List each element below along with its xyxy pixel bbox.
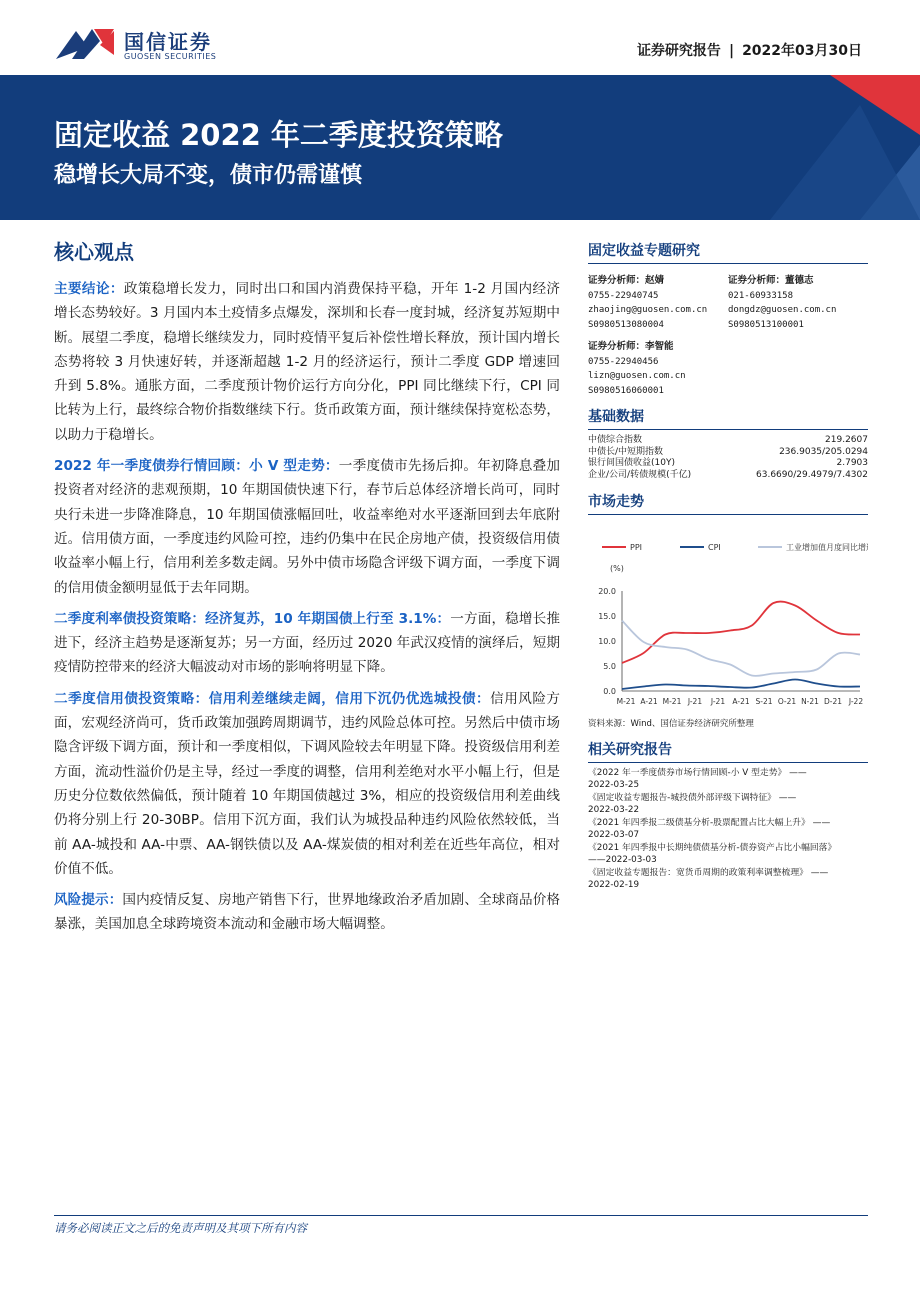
related-report-date: 2022-02-19	[588, 879, 640, 890]
report-type: 证券研究报告	[636, 43, 721, 59]
related-report-item[interactable]	[588, 818, 868, 841]
basic-data-label: 企业/公司/转债规模(千亿)	[588, 469, 692, 480]
market-trend-chart	[588, 521, 868, 715]
paragraph-lead: 风险提示：	[54, 892, 123, 909]
paragraph-lead: 二季度信用债投资策略：信用利差继续走阔，信用下沉仍优选城投债：	[54, 690, 491, 707]
y-tick-label: 15.0	[598, 612, 616, 621]
basic-data-value: 63.6690/29.4979/7.4302	[756, 469, 868, 480]
guosen-logo-icon	[54, 25, 116, 63]
y-tick-label: 20.0	[598, 587, 616, 596]
basic-data-value: 2.7903	[836, 458, 868, 468]
x-tick-label: D-21	[823, 697, 843, 706]
paragraph-rate-strategy	[54, 607, 560, 680]
analyst-license: S0980513100001	[728, 319, 804, 330]
footer-disclaimer[interactable]: 请务必阅读正文之后的免责声明及其项下所有内容	[54, 1221, 307, 1235]
related-report-item[interactable]	[588, 768, 868, 791]
basic-data-label: 中债综合指数	[588, 435, 643, 445]
paragraph-q1-review	[54, 454, 560, 600]
analyst-name: 证券分析师：赵婧	[588, 275, 665, 286]
analyst-card	[588, 340, 728, 398]
y-tick-label: 0.0	[603, 687, 616, 696]
paragraph-lead: 2022 年一季度债券行情回顾：小 V 型走势：	[54, 458, 339, 475]
basic-data-table	[588, 435, 868, 481]
related-report-item[interactable]	[588, 843, 868, 866]
related-report-title[interactable]: 《固定收益专题报告：宽货币周期的政策利率调整梳理》 ——	[588, 868, 829, 878]
paragraph-body: 信用风险方面，宏观经济尚可，货币政策加强跨周期调节，违约风险总体可控。另然后中债市场隐含评级下调方面，预计和一季度相似，下调风险较去年明显下降。投资级信用利差方面，流动性溢价仍是主导，经过一季度的调整，信用利差绝对水平小幅上行，但是历史分位数依然偏低，预计随着 10 年期国债越过 3%，相应的投资级信用利差曲线仍将分别上行 20-30BP。信用下沉方面，我们认为城投品种违约风险依然较低，当前 AA-城投和 AA-中票、AA-钢铁债以及 AA-煤炭债的相对利差在近些年高位，相对价值不低。	[54, 690, 561, 877]
analyst-license: S0980513080004	[588, 319, 664, 330]
related-report-date: 2022-03-22	[588, 804, 640, 815]
x-tick-label: S-21	[755, 697, 773, 706]
report-title: 固定收益 2022 年二季度投资策略	[54, 118, 503, 152]
logo-name-cn: 国信证券	[124, 30, 212, 54]
title-banner	[0, 75, 920, 220]
market-trend-title: 市场走势	[588, 491, 868, 515]
sidebar	[588, 240, 868, 893]
basic-data-title: 基础数据	[588, 406, 868, 430]
analyst-name: 证券分析师：李智能	[588, 341, 674, 352]
analyst-name: 证券分析师：董德志	[728, 275, 814, 286]
legend-label: CPI	[708, 543, 721, 552]
basic-data-row	[588, 435, 868, 447]
analyst-card	[588, 274, 728, 332]
paragraph-body: 一季度债市先扬后抑。年初降息叠加投资者对经济的悲观预期，10 年期国债快速下行，春节后总体经济增长尚可，同时央行未进一步降准降息，10 年期国债涨幅回吐，收益率绝对水平逐渐回到去年底附近。信用债方面，一季度违约风险可控，违约仍集中在民企房地产债，投资级信用债收益率小幅上行，信用利差多数走阔。另外中债市场隐含评级下调方面，一季度下调的信用债金额明显低于去年同期。	[54, 458, 561, 596]
footer-divider	[54, 1215, 868, 1216]
related-reports-list	[588, 768, 868, 891]
report-meta	[637, 40, 862, 60]
basic-data-row	[588, 458, 868, 470]
analyst-email[interactable]: dongdz@guosen.com.cn	[728, 305, 837, 315]
related-reports-title: 相关研究报告	[588, 739, 868, 763]
analyst-email[interactable]: lizn@guosen.com.cn	[588, 371, 686, 381]
related-report-title[interactable]: 《固定收益专题报告-城投债外部评级下调特征》 ——	[588, 793, 797, 803]
related-report-title[interactable]: 《2021 年四季报中长期纯债债基分析-债券资产占比小幅回落》	[588, 843, 837, 853]
report-subtitle: 稳增长大局不变，债市仍需谨慎	[54, 163, 363, 188]
paragraph-credit-strategy	[54, 687, 560, 881]
related-report-title[interactable]: 《2021 年四季报二级债基分析-股票配置占比大幅上升》 ——	[588, 818, 831, 828]
analyst-license: S0980516060001	[588, 385, 664, 396]
analyst-card	[728, 274, 868, 332]
basic-data-value: 236.9035/205.0294	[779, 446, 868, 457]
legend-label: 工业增加值月度同比增速	[786, 543, 868, 552]
paragraph-body: 一方面，稳增长推进下，经济主趋势是逐渐复苏；另一方面，经历过 2020 年武汉疫情的演绎后，短期疫情防控带来的经济大幅波动对市场的影响将明显下降。	[54, 610, 560, 676]
line-chart-svg	[588, 521, 868, 711]
series-line-cpi	[622, 680, 860, 690]
core-views-title: 核心观点	[54, 240, 134, 264]
meta-separator: |	[728, 43, 735, 59]
related-report-item[interactable]	[588, 868, 868, 891]
x-tick-label: A-21	[640, 697, 658, 706]
x-tick-label: O-21	[777, 697, 797, 706]
paragraph-body: 国内疫情反复、房地产销售下行，世界地缘政治矛盾加剧、全球商品价格暴涨，美国加息全球跨境资本流动和金融市场大幅调整。	[54, 892, 560, 933]
paragraph-lead: 主要结论：	[54, 281, 124, 297]
paragraph-lead: 二季度利率债投资策略：经济复苏，10 年期国债上行至 3.1%：	[54, 610, 451, 627]
analyst-phone: 0755-22940456	[588, 356, 659, 367]
analyst-phone: 0755-22940745	[588, 290, 659, 301]
logo-name-en: GUOSEN SECURITIES	[124, 52, 217, 61]
report-date: 2022年03月30日	[742, 43, 862, 59]
y-tick-label: 5.0	[603, 662, 616, 671]
x-tick-label: M-21	[662, 697, 682, 706]
paragraph-risk-warning	[54, 888, 560, 937]
x-tick-label: N-21	[801, 697, 819, 706]
x-tick-label: M-21	[616, 697, 636, 706]
x-tick-label: J-21	[710, 697, 726, 706]
analyst-email[interactable]: zhaojing@guosen.com.cn	[588, 305, 708, 315]
related-report-date: ——2022-03-03	[588, 854, 657, 865]
legend-label: PPI	[630, 543, 643, 552]
chart-source-note: 资料来源：Wind、国信证券经济研究所整理	[588, 719, 754, 729]
analyst-list	[588, 274, 868, 406]
x-tick-label: J-21	[687, 697, 703, 706]
basic-data-label: 银行间国债收益(10Y)	[588, 458, 675, 468]
analyst-phone: 021-60933158	[728, 290, 794, 301]
basic-data-row	[588, 447, 868, 459]
research-type-title: 固定收益专题研究	[588, 240, 868, 264]
series-line-ppi	[622, 602, 860, 663]
paragraph-main-conclusion	[54, 277, 560, 447]
x-tick-label: J-22	[848, 697, 864, 706]
related-report-title[interactable]: 《2022 年一季度债券市场行情回顾-小 V 型走势》 ——	[588, 768, 807, 778]
related-report-item[interactable]	[588, 793, 868, 816]
y-axis-unit: (%)	[610, 564, 624, 573]
basic-data-value: 219.2607	[825, 435, 868, 445]
paragraph-body: 政策稳增长发力，同时出口和国内消费保持平稳，开年 1-2 月国内经济增长态势较好。3 月国内本土疫情多点爆发，深圳和长春一度封城，经济复苏短期中断。展望二季度，稳增长继续发力，同时疫情平复后补偿性增长释放，预计国内增长态势将较 3 月快速好转，并逐渐超越 1-2 月的经济运行，预计二季度 GDP 增速回升到 5.8%。通胀方面，二季度预计物价运行方向分化，PPI 同比继续下行，CPI 同比转为上行，最终综合物价指数继续下行。货币政策方面，预计继续保持宽松态势，以助力于稳增长。	[54, 281, 561, 443]
y-tick-label: 10.0	[598, 637, 616, 646]
basic-data-label: 中债长/中短期指数	[588, 446, 664, 457]
x-tick-label: A-21	[732, 697, 750, 706]
banner-decoration	[710, 75, 920, 220]
related-report-date: 2022-03-25	[588, 779, 640, 790]
basic-data-row	[588, 470, 868, 482]
core-views-section	[54, 236, 560, 944]
related-report-date: 2022-03-07	[588, 829, 640, 840]
